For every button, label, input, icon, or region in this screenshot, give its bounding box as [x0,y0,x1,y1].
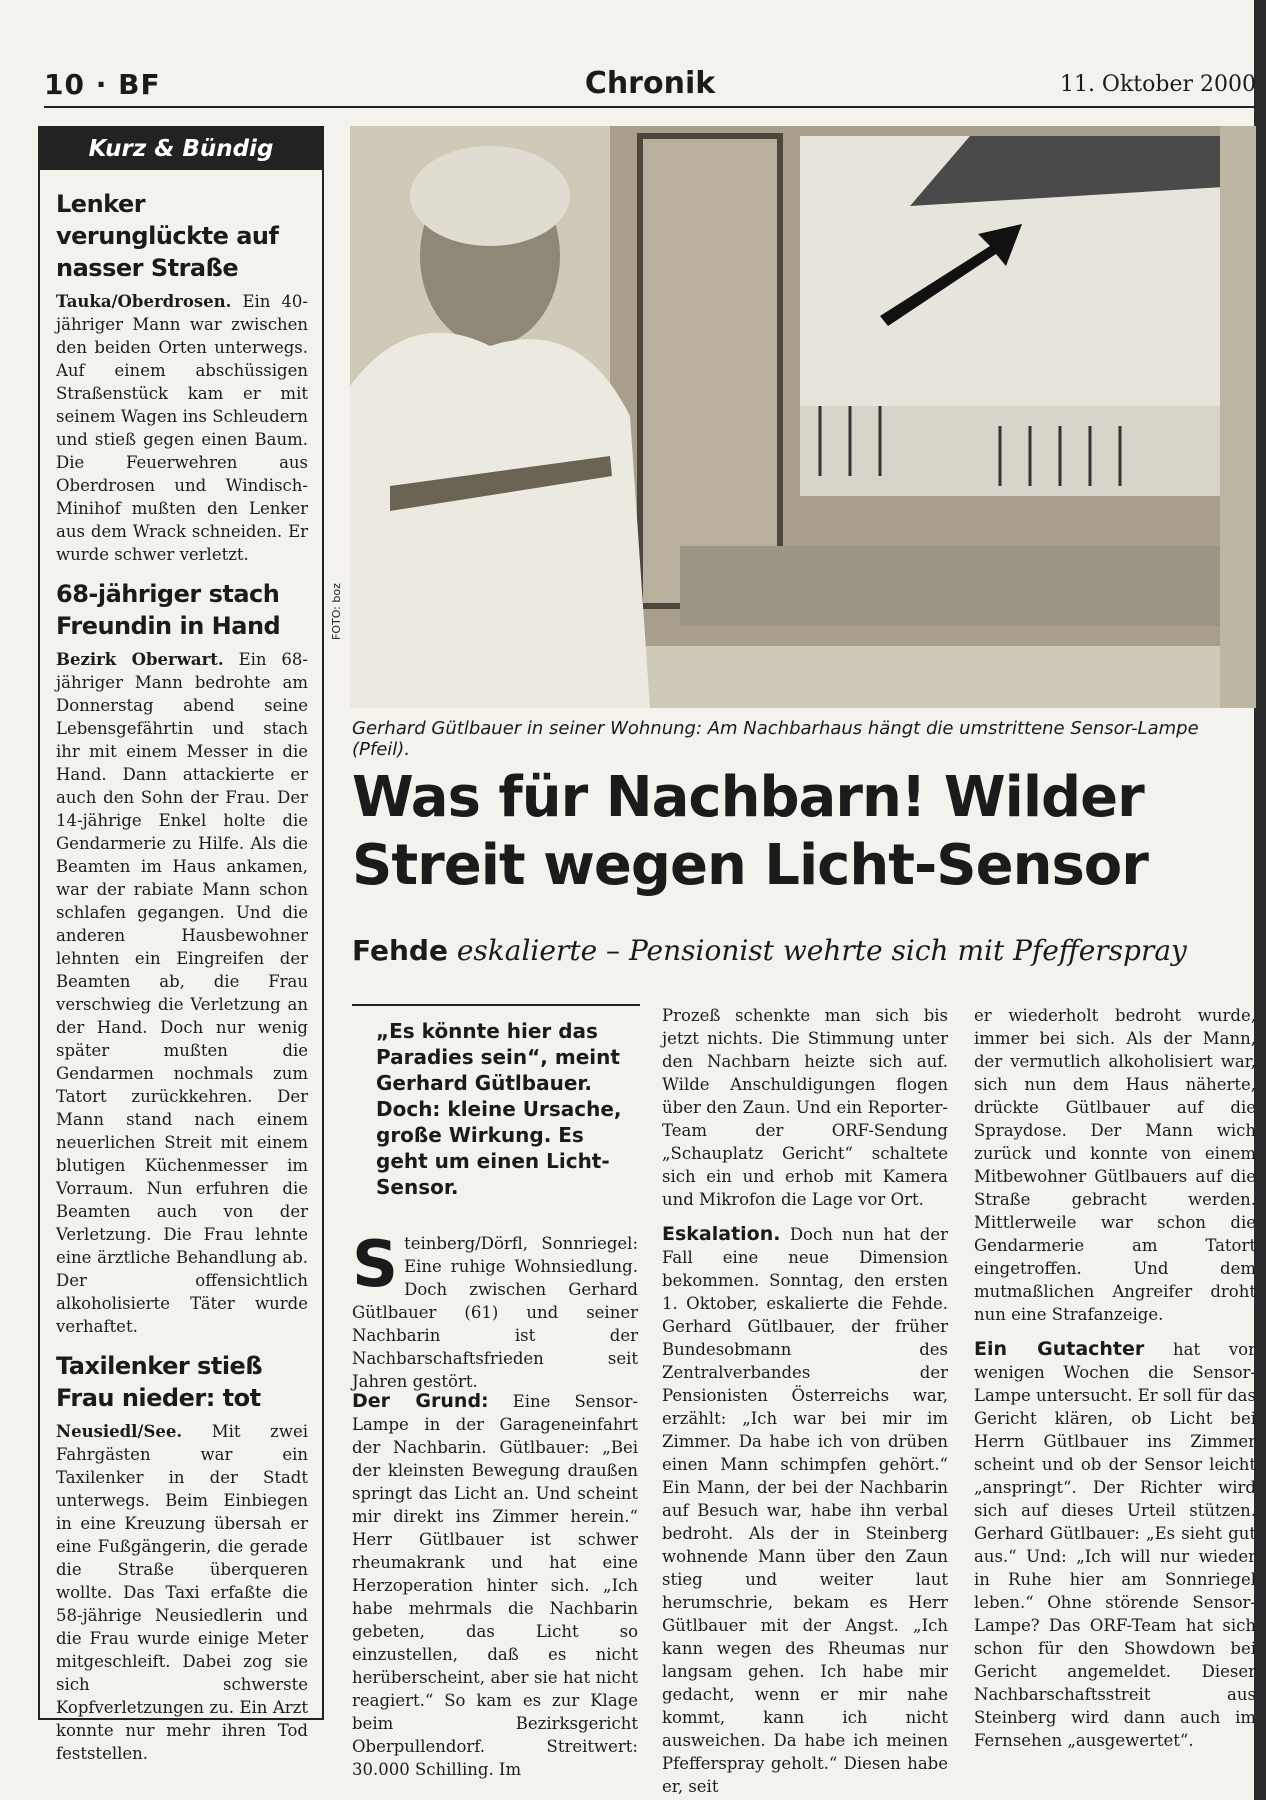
dateline: Neusiedl/See. [56,1422,183,1441]
page-header [44,66,1256,108]
subheadline [352,934,1252,967]
drop-cap: S [352,1228,399,1302]
section-title: Chronik [584,66,716,101]
dateline: Tauka/Oberdrosen. [56,292,232,311]
intro-text: teinberg/Dörfl, Sonnriegel: Eine ruhige Wohnsiedlung. Doch zwischen Gerhard Gütlbauer (61) und seiner Nachbarin ist der Nachbarschaftsfrieden seit Jahren gestört. [352,1234,638,1391]
article-column-2 [662,1004,948,1798]
photo-caption: Gerhard Gütlbauer in seiner Wohnung: Am Nachbarhaus hängt die umstrittene Sensor-Lampe (Pfeil). [352,718,1199,760]
paragraph-text: Prozeß schenkte man sich bis jetzt nichts. Die Stimmung unter den Nachbarn heizte sich auf. Wilde Anschuldigungen flogen über den Zaun. Und ein Reporter-Team der ORF-Sendung „Schauplatz Gericht“ schaltete sich ein und erhob mit Kamera und Mikrofon die Lage vor Ort. [662,1006,948,1209]
headline-line-1: Was für Nachbarn! Wilder [352,765,1144,830]
subheadline-text: eskalierte – Pensionist wehrte sich mit Pfefferspray [456,934,1187,967]
sidebar-heading: Kurz & Bündig [40,128,322,170]
pull-quote-box [352,1004,640,1218]
sidebar-item-title: 68-jähriger stach Freundin in Hand [56,580,281,640]
paragraph-text: Doch nun hat der Fall eine neue Dimension bekommen. Sonntag, den ersten 1. Oktober, eskalierte die Fehde. Gerhard Gütlbauer, der früher Bundesobmann des Zentralverbandes der Pensionisten Österreichs war, erzählt: „Ich war bei mir im Zimmer. Da habe ich von drüben einen Mann schimpfen gehört.“ Ein Mann, der bei der Nachbarin auf Besuch war, habe ihn verbal bedroht. Als der in Steinberg wohnende Mann über den Zaun stieg und weiter laut herumschrie, bekam es Herr Gütlbauer mit der Angst. „Ich kann wegen des Rheumas nur langsam gehen. Ich habe mir gedacht, wenn er mir nahe kommt, kann ich nicht ausweichen. Da habe ich meinen Pfefferspray geholt.“ Diesen habe er, seit [662,1225,948,1796]
headline [352,764,1252,900]
article-photo [350,126,1256,708]
page-number: 10 · BF [44,68,161,101]
article-paragraph-gutachter [974,1338,1256,1752]
article-paragraph-eskalation [662,1223,948,1798]
paragraph-text: hat vor wenigen Wochen die Sensor-Lampe untersucht. Er soll für das Gericht klären, ob Licht bei Herrn Gütlbauer ins Zimmer scheint und ob der Sensor leicht „anspringt“. Der Richter wird sich auf dieses Urteil stützen. Gerhard Gütlbauer: „Es sieht gut aus.“ Und: „Ich will nur wieder in Ruhe hier am Sonnriegel leben.“ Ohne störende Sensor-Lampe? Das ORF-Team hat sich schon für den Showdown bei Gericht angemeldet. Dieser Nachbarschaftsstreit aus Steinberg wird dann auch im Fernsehen „ausgewertet“. [974,1340,1257,1750]
issue-date: 11. Oktober 2000 [1059,72,1256,97]
sidebar-item-body: Ein 68-jähriger Mann bedrohte am Donnerstag abend seine Lebensgefährtin und stach ihr mit einem Messer in die Hand. Dann attackierte er auch den Sohn der Frau. Der 14-jährige Enkel holte die Gendarmerie zu Hilfe. Als die Beamten im Haus ankamen, war der rabiate Mann schon schlafen gegangen. Und die anderen Hausbewohner lehnten ein Eingreifen der Beamten ab, die Frau verschwieg die Verletzung an der Hand. Doch nur wenig später mußten die Gendarmen nochmals zum Tatort zurückkehren. Der Mann stand nach einem neuerlichen Streit mit einem blutigen Küchenmesser im Vorraum. Nun erfuhren die Beamten auch von der Verletzung. Die Frau lehnte eine ärztliche Behandlung ab. Der offensichtlich alkoholisierte Täter wurde verhaftet. [56,650,308,1336]
article-column-3 [974,1004,1256,1752]
photo-illustration [350,126,1256,708]
paragraph-text: Eine Sensor-Lampe in der Garageneinfahrt der Nachbarin. Gütlbauer: „Bei der kleinsten Bewegung draußen springt das Licht an. Und scheint mir direkt ins Zimmer herein.“ Herr Gütlbauer ist schwer rheumakrank und hat eine Herzoperation hinter sich. „Ich habe mehrmals die Nachbarin gebeten, das Licht so einzustellen, daß es nicht herüberscheint, aber sie hat nicht reagiert.“ So kam es zur Klage beim Bezirksgericht Oberpullendorf. Streitwert: 30.000 Schilling. Im [352,1392,639,1779]
sidebar-item-title: Taxilenker stieß Frau nieder: tot [56,1352,263,1412]
sidebar-item-title: Lenker verunglückte auf nasser Straße [56,190,279,282]
sidebar-item-text [56,290,308,566]
paragraph-lead: Der Grund: [352,1390,489,1412]
paragraph-lead: Eskalation. [662,1223,781,1245]
sidebar-item-text [56,1420,308,1765]
photo-credit: FOTO: boz [330,583,343,640]
subheadline-keyword: Fehde [352,934,448,967]
headline-line-2: Streit wegen Licht-Sensor [352,833,1148,898]
sidebar-item-body: Mit zwei Fahrgästen war ein Taxilenker in der Stadt unterwegs. Beim Einbiegen in eine Kreuzung übersah er eine Fußgängerin, die gerade die Straße überqueren wollte. Das Taxi erfaßte die 58-jährige Neusiedlerin und die Frau wurde einige Meter mitgeschleift. Dabei zog sie sich schwerste Kopfverletzungen zu. Ein Arzt konnte nur mehr ihren Tod feststellen. [56,1422,308,1763]
article-paragraph-grund [352,1390,638,1781]
paragraph-lead: Ein Gutachter [974,1338,1145,1360]
sidebar-kurz-buendig [38,126,324,1763]
sidebar-item-text [56,648,308,1338]
article-intro [352,1228,638,1393]
sidebar-item-body: Ein 40-jähriger Mann war zwischen den beiden Orten unterwegs. Auf einem abschüssigen Straßenstück kam er mit seinem Wagen ins Schleudern und stieß gegen einen Baum. Die Feuerwehren aus Oberdrosen und Windisch-Minihof mußten den Lenker aus dem Wrack schneiden. Er wurde schwer verletzt. [56,292,309,564]
paragraph-text: er wiederholt bedroht wurde, immer bei sich. Als der Mann, der vermutlich alkoholisiert war, sich nun dem Haus näherte, drückte Gütlbauer auf die Spraydose. Der Mann wich zurück und konnte von einem Mitbewohner Gütlbauers auf die Straße gebracht werden. Mittlerweile war schon die Gendarmerie am Tatort eingetroffen. Und dem mutmaßlichen Angreifer droht nun eine Strafanzeige. [974,1006,1256,1324]
dateline: Bezirk Oberwart. [56,650,224,669]
pull-quote: „Es könnte hier das Paradies sein“, meint Gerhard Gütlbauer. Doch: kleine Ursache, große Wirkung. Es geht um einen Licht-Sensor. [376,1019,622,1199]
